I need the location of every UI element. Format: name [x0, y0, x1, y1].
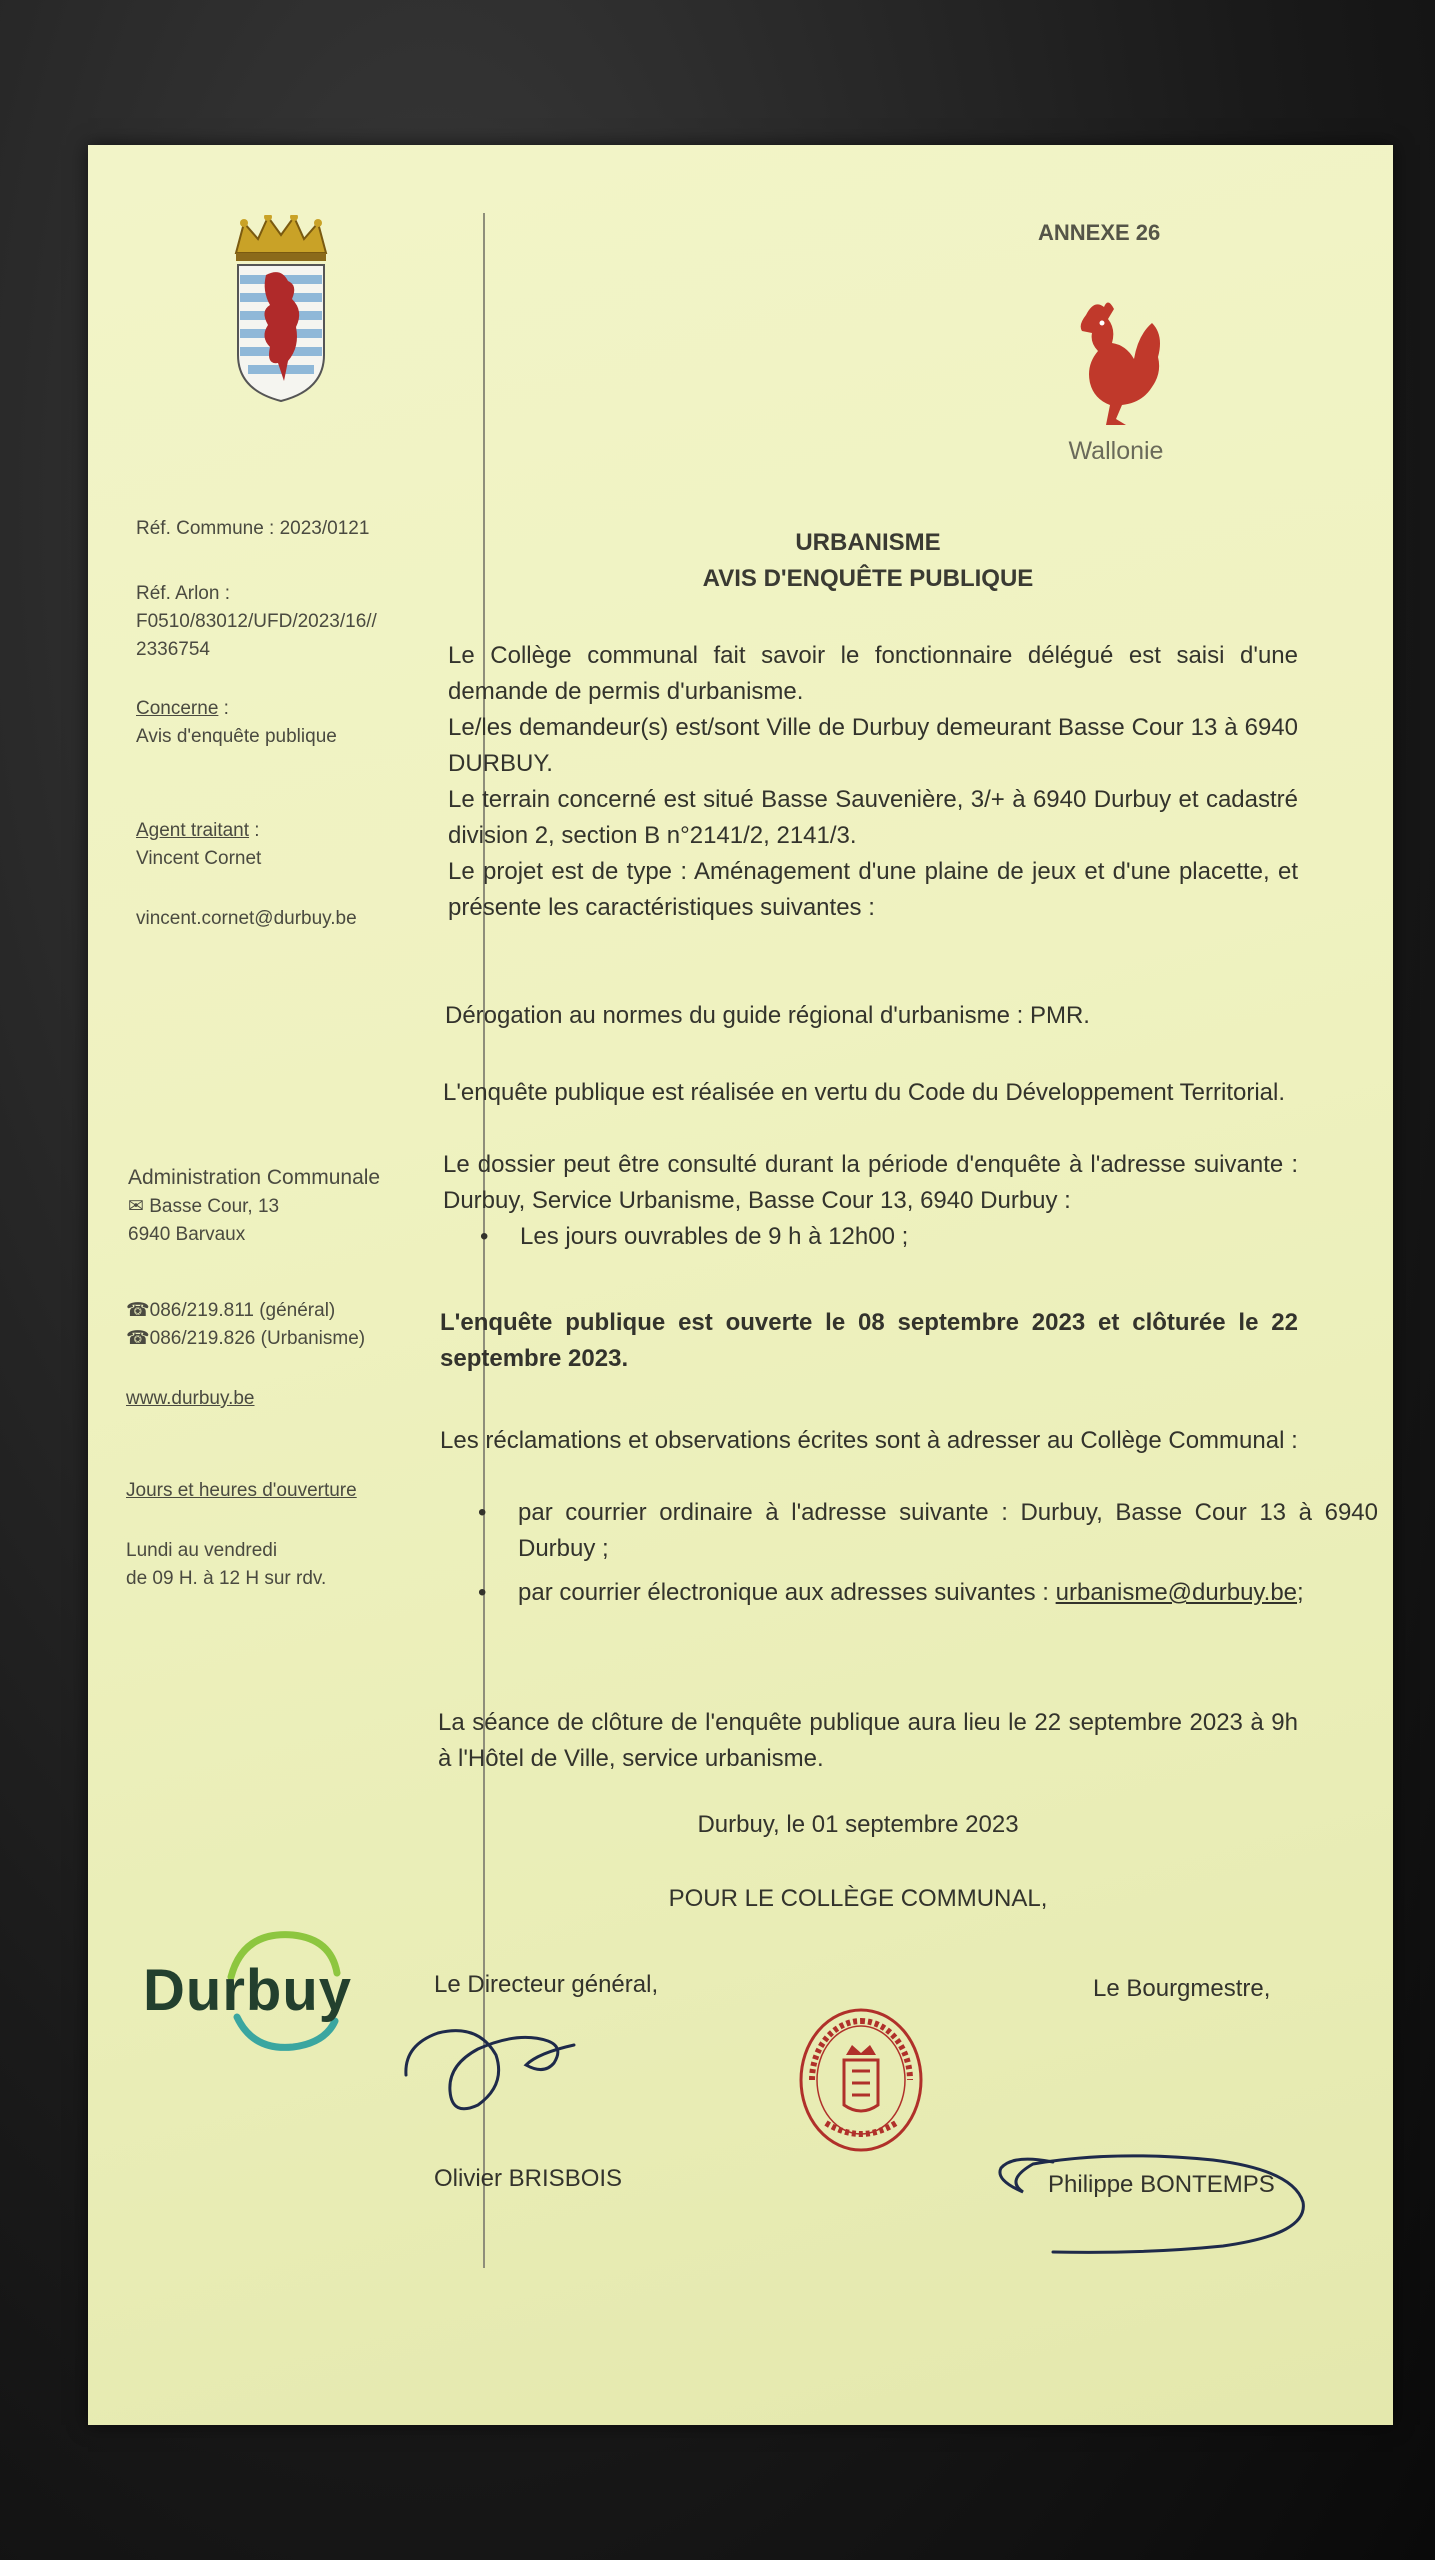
phone-urbanisme: 086/219.826 (Urbanisme) — [149, 1328, 366, 1349]
agent-label: Agent traitant — [136, 820, 250, 841]
agent-name: Vincent Cornet — [136, 848, 262, 869]
list-item: • Les jours ouvrables de 9 h à 12h00 ; — [520, 1219, 1378, 1255]
consultation-hours-list — [440, 1219, 1378, 1255]
website-link[interactable]: www.durbuy.be — [126, 1388, 255, 1409]
phone-general: 086/219.811 (général) — [149, 1300, 336, 1321]
concerne-value: Avis d'enquête publique — [136, 726, 337, 747]
list-item: • par courrier ordinaire à l'adresse suivante : Durbuy, Basse Cour 13 à 6940 Durbuy ; — [518, 1495, 1378, 1567]
hours-line-1: Lundi au vendredi — [126, 1540, 278, 1561]
right-signatory-name: Philippe BONTEMPS — [1048, 2171, 1275, 2198]
ref-arlon-line-1: F0510/83012/UFD/2023/16// — [136, 611, 377, 632]
phone-icon: ☎ — [126, 1300, 150, 1321]
official-seal-icon — [796, 2005, 926, 2160]
paragraph-project: Le projet est de type : Aménagement d'une plaine de jeux et d'une placette, et présente les caractéristiques suivantes : — [448, 858, 1298, 921]
email-link[interactable]: urbanisme@durbuy.be — [1055, 1579, 1298, 1606]
list-item — [518, 1575, 1378, 1611]
complaints-list — [438, 1495, 1378, 1611]
notice-document — [88, 145, 1393, 2425]
list-item-end: ; — [1297, 1579, 1304, 1606]
phone-icon: ☎ — [126, 1328, 150, 1349]
signature-left-icon — [398, 2005, 578, 2125]
right-role: Le Bourgmestre, — [1093, 1975, 1271, 2002]
durbuy-logo — [143, 1925, 423, 2055]
paragraph-intro: Le Collège communal fait savoir le fonctionnaire délégué est saisi d'une demande de permis d'urbanisme. — [448, 642, 1298, 705]
rooster-icon — [1056, 295, 1166, 435]
annex-label: ANNEXE 26 — [1038, 220, 1161, 245]
date-line: Durbuy, le 01 septembre 2023 — [697, 1811, 1019, 1838]
paragraph-location: Le terrain concerné est situé Basse Sauvenière, 3/+ à 6940 Durbuy et cadastré division 2, section B n°2141/2, 2141/3. — [448, 786, 1298, 849]
left-signatory-name: Olivier BRISBOIS — [434, 2165, 623, 2192]
phone-general-row — [126, 1297, 456, 1325]
phone-urbanisme-row — [126, 1325, 456, 1353]
paragraph-complaints: Les réclamations et observations écrites sont à adresser au Collège Communal : — [440, 1427, 1298, 1454]
agent-email[interactable]: vincent.cornet@durbuy.be — [136, 908, 357, 929]
admin-street-row — [128, 1193, 458, 1221]
paragraph-derogation: Dérogation au normes du guide régional d'urbanisme : PMR. — [445, 1002, 1090, 1029]
coat-of-arms-icon — [226, 215, 336, 410]
list-item-text: par courrier électronique aux adresses suivantes : — [518, 1579, 1049, 1606]
admin-street: Basse Cour, 13 — [149, 1196, 280, 1217]
logo-text: Durbuy — [143, 1958, 352, 2023]
ref-arlon-line-2: 2336754 — [136, 639, 210, 660]
college-line: POUR LE COLLÈGE COMMUNAL, — [668, 1885, 1048, 1912]
hours-label: Jours et heures d'ouverture — [126, 1480, 357, 1501]
title-urbanisme: URBANISME — [795, 529, 941, 556]
ref-arlon-label: Réf. Arlon : — [136, 583, 230, 604]
title-block — [668, 525, 1068, 597]
agent-label-row: Agent traitant : — [136, 820, 260, 841]
paragraph-legal-basis: L'enquête publique est réalisée en vertu du Code du Développement Territorial. — [443, 1079, 1286, 1106]
paragraph-applicant: Le/les demandeur(s) est/sont Ville de Durbuy demeurant Basse Cour 13 à 6940 DURBUY. — [448, 714, 1298, 777]
paragraph-dates: L'enquête publique est ouverte le 08 septembre 2023 et clôturée le 22 septembre 2023. — [440, 1309, 1298, 1372]
region-label: Wallonie — [1068, 437, 1164, 465]
envelope-icon: ✉ — [128, 1196, 144, 1217]
admin-city: 6940 Barvaux — [128, 1224, 246, 1245]
admin-name: Administration Communale — [128, 1166, 381, 1189]
paragraph-consultation: Le dossier peut être consulté durant la période d'enquête à l'adresse suivante : Durbuy, Service Urbanisme, Basse Cour 13, 6940 Durbuy : — [443, 1151, 1298, 1214]
concerne-label: Concerne — [136, 698, 219, 719]
signature-right-icon — [993, 2150, 1313, 2260]
paragraph-closing-session: La séance de clôture de l'enquête publique aura lieu le 22 septembre 2023 à 9h à l'Hôtel de Ville, service urbanisme. — [438, 1709, 1298, 1772]
title-avis: AVIS D'ENQUÊTE PUBLIQUE — [702, 565, 1034, 592]
hours-line-2: de 09 H. à 12 H sur rdv. — [126, 1568, 327, 1589]
ref-commune: Réf. Commune : 2023/0121 — [136, 518, 370, 539]
concerne-label-row: Concerne : — [136, 698, 229, 719]
left-role: Le Directeur général, — [434, 1971, 659, 1998]
